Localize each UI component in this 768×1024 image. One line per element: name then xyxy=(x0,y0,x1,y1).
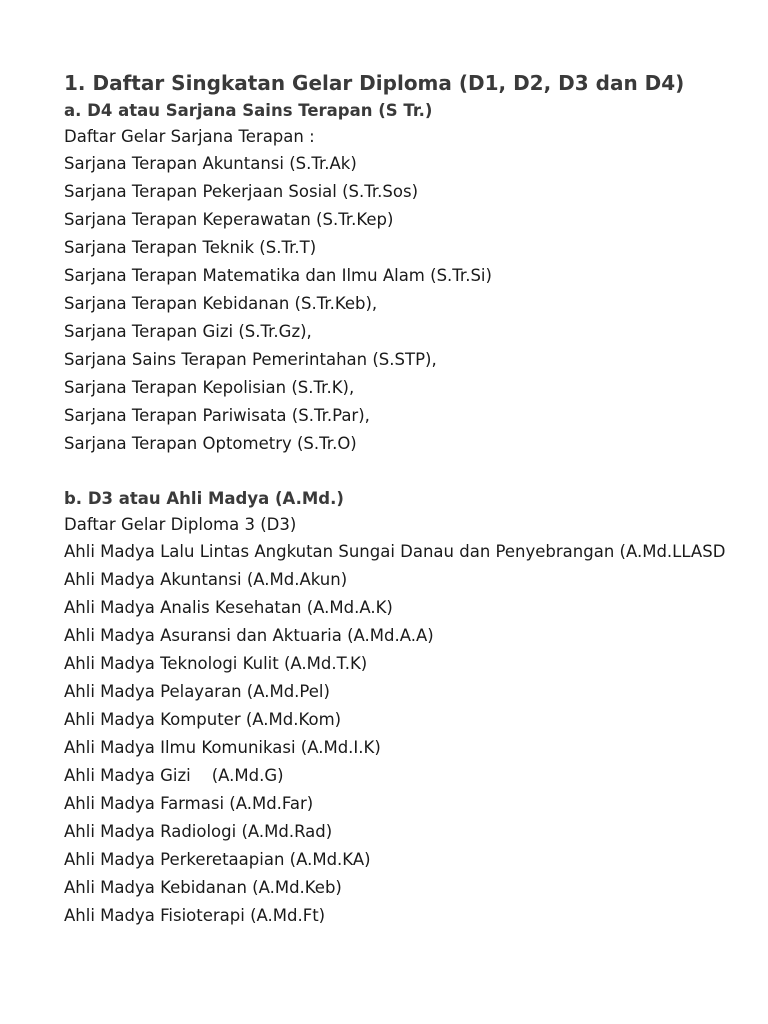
list-item: Ahli Madya Lalu Lintas Angkutan Sungai Danau dan Penyebrangan (A.Md.LLASD xyxy=(64,542,726,561)
degree-list-d3 xyxy=(64,538,768,930)
list-item: Ahli Madya Ilmu Komunikasi (A.Md.I.K) xyxy=(64,738,381,757)
list-item: Sarjana Terapan Matematika dan Ilmu Alam (S.Tr.Si) xyxy=(64,266,492,285)
list-item: Ahli Madya Perkeretaapian (A.Md.KA) xyxy=(64,850,371,869)
section-heading-d3: b. D3 atau Ahli Madya (A.Md.) xyxy=(64,489,344,508)
list-item: Sarjana Terapan Keperawatan (S.Tr.Kep) xyxy=(64,210,394,229)
section-heading-d4: a. D4 atau Sarjana Sains Terapan (S Tr.) xyxy=(64,101,433,120)
list-item: Sarjana Terapan Optometry (S.Tr.O) xyxy=(64,434,357,453)
list-item: Sarjana Terapan Pariwisata (S.Tr.Par), xyxy=(64,406,370,425)
list-item: Ahli Madya Radiologi (A.Md.Rad) xyxy=(64,822,333,841)
list-item: Ahli Madya Teknologi Kulit (A.Md.T.K) xyxy=(64,654,368,673)
list-item: Sarjana Terapan Gizi (S.Tr.Gz), xyxy=(64,322,312,341)
section-d4 xyxy=(64,98,768,458)
list-item: Sarjana Terapan Kepolisian (S.Tr.K), xyxy=(64,378,355,397)
list-item: Ahli Madya Komputer (A.Md.Kom) xyxy=(64,710,342,729)
list-item: Sarjana Terapan Pekerjaan Sosial (S.Tr.Sos) xyxy=(64,182,419,201)
list-item: Ahli Madya Pelayaran (A.Md.Pel) xyxy=(64,682,330,701)
section-intro-d3: Daftar Gelar Diploma 3 (D3) xyxy=(64,515,297,534)
list-item: Sarjana Terapan Teknik (S.Tr.T) xyxy=(64,238,317,257)
list-item: Ahli Madya Akuntansi (A.Md.Akun) xyxy=(64,570,348,589)
list-item: Sarjana Sains Terapan Pemerintahan (S.STP), xyxy=(64,350,437,369)
document-page xyxy=(64,68,768,930)
list-item: Sarjana Terapan Kebidanan (S.Tr.Keb), xyxy=(64,294,378,313)
section-spacer xyxy=(64,458,768,486)
list-item: Ahli Madya Kebidanan (A.Md.Keb) xyxy=(64,878,342,897)
section-d3 xyxy=(64,486,768,930)
list-item: Ahli Madya Analis Kesehatan (A.Md.A.K) xyxy=(64,598,393,617)
document-title: 1. Daftar Singkatan Gelar Diploma (D1, D2, D3 dan D4) xyxy=(64,71,685,95)
section-intro-d4: Daftar Gelar Sarjana Terapan : xyxy=(64,127,315,146)
list-item: Ahli Madya Gizi (A.Md.G) xyxy=(64,766,284,785)
list-item: Ahli Madya Asuransi dan Aktuaria (A.Md.A.A) xyxy=(64,626,434,645)
list-item: Sarjana Terapan Akuntansi (S.Tr.Ak) xyxy=(64,154,357,173)
list-item: Ahli Madya Fisioterapi (A.Md.Ft) xyxy=(64,906,326,925)
degree-list-d4 xyxy=(64,150,768,458)
list-item: Ahli Madya Farmasi (A.Md.Far) xyxy=(64,794,314,813)
